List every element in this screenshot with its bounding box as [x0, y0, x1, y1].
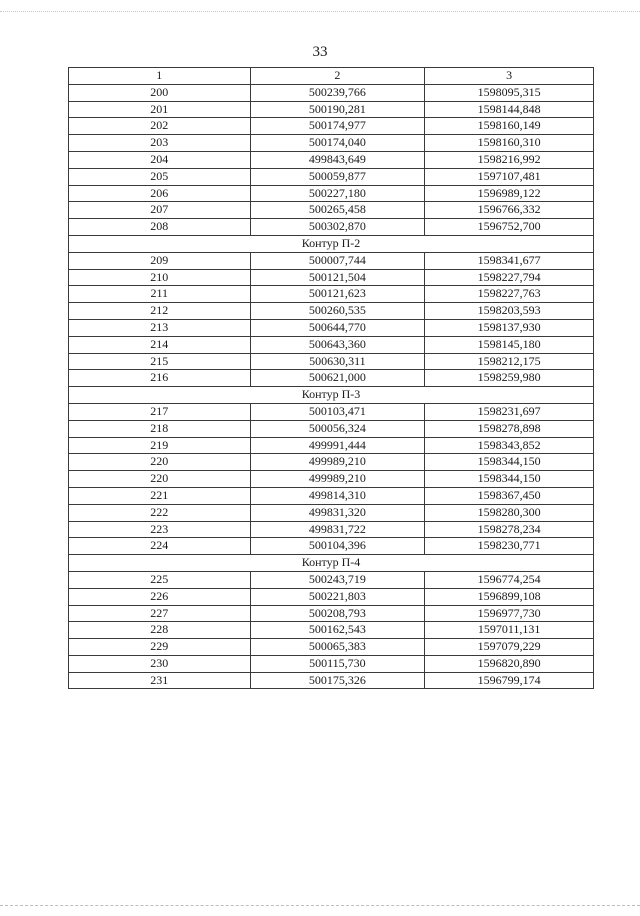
- x-coordinate-cell: 500630,311: [250, 353, 425, 370]
- coordinates-table: [68, 67, 594, 689]
- y-coordinate-cell: 1598344,150: [425, 454, 594, 471]
- x-coordinate-cell: 500121,504: [250, 269, 425, 286]
- scan-edge-top: [0, 11, 640, 13]
- point-number-cell: 211: [69, 286, 251, 303]
- x-coordinate-cell: 499989,210: [250, 454, 425, 471]
- y-coordinate-cell: 1596752,700: [425, 219, 594, 236]
- point-number-cell: 218: [69, 420, 251, 437]
- table-row: [69, 588, 594, 605]
- x-coordinate-cell: 500065,383: [250, 639, 425, 656]
- x-coordinate-cell: 499989,210: [250, 471, 425, 488]
- x-coordinate-cell: 499843,649: [250, 151, 425, 168]
- point-number-cell: 203: [69, 135, 251, 152]
- table-row: [69, 471, 594, 488]
- table-row: [69, 454, 594, 471]
- table-row: [69, 303, 594, 320]
- point-number-cell: 221: [69, 487, 251, 504]
- x-coordinate-cell: 500104,396: [250, 538, 425, 555]
- x-coordinate-cell: 500227,180: [250, 185, 425, 202]
- y-coordinate-cell: 1598367,450: [425, 487, 594, 504]
- y-coordinate-cell: 1596989,122: [425, 185, 594, 202]
- point-number-cell: 212: [69, 303, 251, 320]
- point-number-cell: 205: [69, 168, 251, 185]
- x-coordinate-cell: 500643,360: [250, 336, 425, 353]
- x-coordinate-cell: 500174,977: [250, 118, 425, 135]
- x-coordinate-cell: 500121,623: [250, 286, 425, 303]
- table-row: [69, 219, 594, 236]
- table-row: [69, 605, 594, 622]
- table-row: [69, 118, 594, 135]
- y-coordinate-cell: 1598280,300: [425, 504, 594, 521]
- table-row: [69, 252, 594, 269]
- y-coordinate-cell: 1596977,730: [425, 605, 594, 622]
- table-row: [69, 639, 594, 656]
- x-coordinate-cell: 499831,320: [250, 504, 425, 521]
- table-body: [69, 84, 594, 689]
- point-number-cell: 214: [69, 336, 251, 353]
- x-coordinate-cell: 500243,719: [250, 571, 425, 588]
- point-number-cell: 216: [69, 370, 251, 387]
- y-coordinate-cell: 1598227,794: [425, 269, 594, 286]
- point-number-cell: 227: [69, 605, 251, 622]
- point-number-cell: 219: [69, 437, 251, 454]
- table-row: [69, 437, 594, 454]
- y-coordinate-cell: 1598216,992: [425, 151, 594, 168]
- y-coordinate-cell: 1598231,697: [425, 403, 594, 420]
- point-number-cell: 202: [69, 118, 251, 135]
- x-coordinate-cell: 500644,770: [250, 319, 425, 336]
- point-number-cell: 204: [69, 151, 251, 168]
- y-coordinate-cell: 1598278,234: [425, 521, 594, 538]
- y-coordinate-cell: 1598278,898: [425, 420, 594, 437]
- table-header-row: [69, 68, 594, 85]
- section-label: Контур П-3: [69, 387, 594, 404]
- point-number-cell: 208: [69, 219, 251, 236]
- y-coordinate-cell: 1598259,980: [425, 370, 594, 387]
- table-row: [69, 403, 594, 420]
- table-row: [69, 319, 594, 336]
- table-row: [69, 269, 594, 286]
- x-coordinate-cell: 500007,744: [250, 252, 425, 269]
- table-row: [69, 521, 594, 538]
- x-coordinate-cell: 500174,040: [250, 135, 425, 152]
- header-cell-1: 1: [69, 68, 251, 85]
- y-coordinate-cell: 1596774,254: [425, 571, 594, 588]
- y-coordinate-cell: 1597079,229: [425, 639, 594, 656]
- x-coordinate-cell: 500162,543: [250, 622, 425, 639]
- point-number-cell: 201: [69, 101, 251, 118]
- table-row: [69, 101, 594, 118]
- point-number-cell: 224: [69, 538, 251, 555]
- point-number-cell: 228: [69, 622, 251, 639]
- y-coordinate-cell: 1598341,677: [425, 252, 594, 269]
- table-row: [69, 370, 594, 387]
- section-row: [69, 555, 594, 572]
- page-number: 33: [312, 44, 328, 60]
- table-row: [69, 655, 594, 672]
- y-coordinate-cell: 1598145,180: [425, 336, 594, 353]
- x-coordinate-cell: 500056,324: [250, 420, 425, 437]
- table-row: [69, 622, 594, 639]
- y-coordinate-cell: 1598137,930: [425, 319, 594, 336]
- x-coordinate-cell: 500265,458: [250, 202, 425, 219]
- point-number-cell: 209: [69, 252, 251, 269]
- x-coordinate-cell: 499991,444: [250, 437, 425, 454]
- table-row: [69, 538, 594, 555]
- section-label: Контур П-4: [69, 555, 594, 572]
- x-coordinate-cell: 500239,766: [250, 84, 425, 101]
- y-coordinate-cell: 1596899,108: [425, 588, 594, 605]
- table-row: [69, 487, 594, 504]
- y-coordinate-cell: 1598227,763: [425, 286, 594, 303]
- x-coordinate-cell: 500302,870: [250, 219, 425, 236]
- point-number-cell: 229: [69, 639, 251, 656]
- point-number-cell: 226: [69, 588, 251, 605]
- y-coordinate-cell: 1598144,848: [425, 101, 594, 118]
- table-row: [69, 286, 594, 303]
- header-cell-2: 2: [250, 68, 425, 85]
- scan-edge-bottom: [0, 905, 640, 907]
- y-coordinate-cell: 1598212,175: [425, 353, 594, 370]
- y-coordinate-cell: 1598230,771: [425, 538, 594, 555]
- point-number-cell: 207: [69, 202, 251, 219]
- point-number-cell: 220: [69, 471, 251, 488]
- x-coordinate-cell: 499814,310: [250, 487, 425, 504]
- x-coordinate-cell: 500059,877: [250, 168, 425, 185]
- y-coordinate-cell: 1598344,150: [425, 471, 594, 488]
- x-coordinate-cell: 500208,793: [250, 605, 425, 622]
- y-coordinate-cell: 1596766,332: [425, 202, 594, 219]
- section-row: [69, 235, 594, 252]
- y-coordinate-cell: 1598343,852: [425, 437, 594, 454]
- table-row: [69, 336, 594, 353]
- y-coordinate-cell: 1596820,890: [425, 655, 594, 672]
- x-coordinate-cell: 500115,730: [250, 655, 425, 672]
- point-number-cell: 215: [69, 353, 251, 370]
- section-row: [69, 387, 594, 404]
- point-number-cell: 217: [69, 403, 251, 420]
- point-number-cell: 206: [69, 185, 251, 202]
- y-coordinate-cell: 1598160,310: [425, 135, 594, 152]
- point-number-cell: 223: [69, 521, 251, 538]
- table-row: [69, 168, 594, 185]
- point-number-cell: 225: [69, 571, 251, 588]
- table-row: [69, 353, 594, 370]
- table-row: [69, 202, 594, 219]
- y-coordinate-cell: 1598203,593: [425, 303, 594, 320]
- x-coordinate-cell: 500175,326: [250, 672, 425, 689]
- y-coordinate-cell: 1596799,174: [425, 672, 594, 689]
- table-row: [69, 672, 594, 689]
- y-coordinate-cell: 1598160,149: [425, 118, 594, 135]
- header-cell-3: 3: [425, 68, 594, 85]
- point-number-cell: 222: [69, 504, 251, 521]
- table-row: [69, 504, 594, 521]
- x-coordinate-cell: 500103,471: [250, 403, 425, 420]
- x-coordinate-cell: 500260,535: [250, 303, 425, 320]
- x-coordinate-cell: 499831,722: [250, 521, 425, 538]
- table-row: [69, 571, 594, 588]
- point-number-cell: 231: [69, 672, 251, 689]
- point-number-cell: 230: [69, 655, 251, 672]
- table-row: [69, 185, 594, 202]
- point-number-cell: 210: [69, 269, 251, 286]
- point-number-cell: 220: [69, 454, 251, 471]
- y-coordinate-cell: 1597107,481: [425, 168, 594, 185]
- x-coordinate-cell: 500621,000: [250, 370, 425, 387]
- table-row: [69, 151, 594, 168]
- x-coordinate-cell: 500221,803: [250, 588, 425, 605]
- y-coordinate-cell: 1597011,131: [425, 622, 594, 639]
- table-row: [69, 420, 594, 437]
- point-number-cell: 200: [69, 84, 251, 101]
- table-row: [69, 84, 594, 101]
- x-coordinate-cell: 500190,281: [250, 101, 425, 118]
- point-number-cell: 213: [69, 319, 251, 336]
- table-row: [69, 135, 594, 152]
- y-coordinate-cell: 1598095,315: [425, 84, 594, 101]
- section-label: Контур П-2: [69, 235, 594, 252]
